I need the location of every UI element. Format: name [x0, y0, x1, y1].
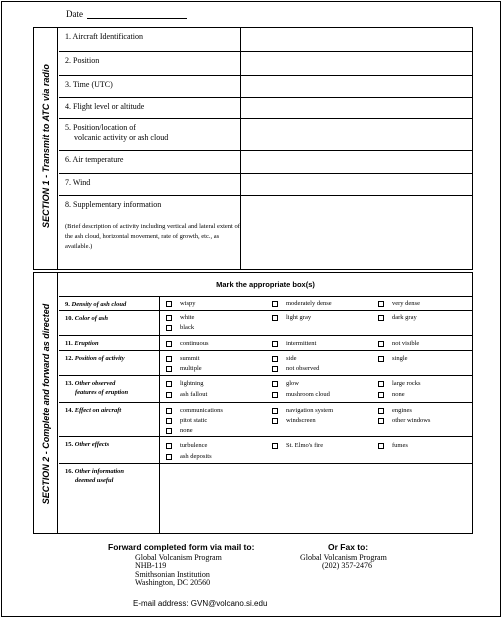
- flight-level-field[interactable]: [241, 98, 472, 118]
- row-wind: [59, 174, 472, 196]
- checkbox[interactable]: [166, 408, 172, 414]
- row-label-text: Effect on aircraft: [74, 407, 122, 414]
- checkbox[interactable]: [272, 366, 278, 372]
- option-label: wispy: [180, 300, 196, 307]
- option-label: lightning: [180, 380, 204, 387]
- date-label: Date: [66, 9, 83, 19]
- row-label: [59, 376, 160, 402]
- row-label-text: Color of ash: [74, 315, 108, 322]
- date-field[interactable]: [66, 9, 187, 19]
- option-navigation-system[interactable]: [272, 407, 333, 414]
- row-label: [59, 119, 241, 150]
- option-side[interactable]: [272, 355, 296, 362]
- option-dark-gray[interactable]: [378, 314, 417, 321]
- mail-instructions: [108, 543, 254, 588]
- row-label: [59, 403, 160, 436]
- option-label: windscreen: [286, 417, 316, 424]
- option-multiple[interactable]: [166, 365, 202, 372]
- row-ash-color: [59, 311, 472, 336]
- option-communications[interactable]: [166, 407, 223, 414]
- row-number: 15.: [65, 441, 74, 448]
- section-2-side-label: SECTION 2 - Complete and forward as directed: [41, 303, 51, 505]
- checkbox[interactable]: [166, 443, 172, 449]
- row-other-effects: [59, 437, 472, 464]
- row-other-information: [59, 464, 472, 533]
- option-summit[interactable]: [166, 355, 200, 362]
- row-label-text: Other information: [74, 468, 125, 475]
- fax-instructions: [300, 543, 387, 571]
- row-label: [59, 196, 241, 270]
- option-not-observed[interactable]: [272, 365, 319, 372]
- row-label-sub: volcanic activity or ash cloud: [74, 133, 169, 142]
- row-label: 1. Aircraft Identification: [59, 28, 241, 51]
- email-address[interactable]: E-mail address: GVN@volcano.si.edu: [133, 599, 268, 608]
- option-label: black: [180, 324, 195, 331]
- option-lightning[interactable]: [166, 380, 203, 387]
- section-2: [33, 272, 473, 534]
- checkbox[interactable]: [166, 392, 172, 398]
- checkbox[interactable]: [166, 381, 172, 387]
- option-light-gray[interactable]: [272, 314, 311, 321]
- row-label-text: Eruption: [74, 340, 99, 347]
- row-label-note: (Brief description of activity including vertical and lateral extent of the ash cloud, horizontal movement, rate of growth, etc., as available.): [65, 223, 240, 250]
- fax-address-line: Global Volcanism Program: [300, 552, 387, 562]
- option-large-rocks[interactable]: [378, 380, 421, 387]
- row-label-main: 5. Position/location of: [65, 123, 136, 132]
- option-label: ash deposits: [180, 453, 212, 460]
- checkbox[interactable]: [166, 366, 172, 372]
- checkbox[interactable]: [272, 381, 278, 387]
- row-volcano-location: [59, 119, 472, 151]
- checkbox[interactable]: [166, 356, 172, 362]
- row-label: [59, 464, 160, 533]
- option-label: white: [180, 314, 195, 321]
- option-label: ash fallout: [180, 391, 208, 398]
- option-st-elmos-fire[interactable]: [272, 442, 323, 449]
- row-label-text: Position of activity: [74, 355, 125, 362]
- checkbox[interactable]: [272, 341, 278, 347]
- row-label: [59, 351, 160, 375]
- option-none[interactable]: [166, 427, 193, 434]
- row-number: 12.: [65, 355, 74, 362]
- row-label-text-line2: deemed useful: [75, 477, 114, 484]
- option-intermittent[interactable]: [272, 340, 316, 347]
- air-temperature-field[interactable]: [241, 151, 472, 173]
- option-label: other windows: [392, 417, 431, 424]
- row-time: [59, 76, 472, 98]
- option-black[interactable]: [166, 324, 194, 331]
- checkbox[interactable]: [378, 301, 384, 307]
- row-position: [59, 52, 472, 76]
- fax-heading: Or Fax to:: [328, 542, 369, 552]
- row-label: 7. Wind: [59, 174, 241, 195]
- option-label: pitot static: [180, 417, 208, 424]
- row-aircraft-identification: [59, 28, 472, 52]
- option-label: turbulence: [180, 442, 208, 449]
- row-number: 16.: [65, 468, 74, 475]
- row-label-text-line2: features of eruption: [75, 389, 129, 396]
- option-label: engines: [392, 407, 412, 414]
- row-label: [59, 311, 160, 335]
- option-ash-deposits[interactable]: [166, 453, 212, 460]
- mark-boxes-header: Mark the appropriate box(s): [59, 273, 472, 297]
- option-label: communications: [180, 407, 223, 414]
- option-pitot-static[interactable]: [166, 417, 207, 424]
- option-not-visible[interactable]: [378, 340, 419, 347]
- time-field[interactable]: [241, 76, 472, 97]
- row-label-main: 8. Supplementary information: [65, 200, 162, 209]
- row-label-text: Other effects: [74, 441, 110, 448]
- mail-address-line: Global Volcanism Program: [135, 552, 222, 562]
- option-ash-fallout[interactable]: [166, 391, 207, 398]
- option-label: multiple: [180, 365, 202, 372]
- checkbox[interactable]: [272, 315, 278, 321]
- mail-address-line: NHB-119: [135, 561, 167, 570]
- row-position-of-activity: [59, 351, 472, 376]
- row-label: [59, 297, 160, 310]
- option-moderately-dense[interactable]: [272, 300, 332, 307]
- row-label: [59, 437, 160, 463]
- checkbox[interactable]: [272, 408, 278, 414]
- section-1-side-label: SECTION 1 - Transmit to ATC via radio: [41, 64, 51, 228]
- row-label-text: Density of ash cloud: [71, 301, 127, 308]
- option-very-dense[interactable]: [378, 300, 420, 307]
- row-label: 4. Flight level or altitude: [59, 98, 241, 118]
- option-turbulence[interactable]: [166, 442, 207, 449]
- row-ash-density: [59, 297, 472, 311]
- row-number: 13.: [65, 380, 74, 387]
- checkbox[interactable]: [378, 381, 384, 387]
- row-supplementary-information: [59, 196, 472, 270]
- checkbox[interactable]: [272, 356, 278, 362]
- mail-address-line: Smithsonian Institution: [135, 569, 210, 579]
- checkbox[interactable]: [378, 408, 384, 414]
- option-continuous[interactable]: [166, 340, 209, 347]
- row-eruption: [59, 336, 472, 351]
- row-number: 14.: [65, 407, 74, 414]
- mail-heading: Forward completed form via mail to:: [108, 542, 255, 552]
- option-mushroom-cloud[interactable]: [272, 391, 330, 398]
- row-label: 2. Position: [59, 52, 241, 75]
- option-label: not visible: [392, 340, 420, 347]
- option-label: glow: [286, 380, 299, 387]
- checkbox[interactable]: [378, 315, 384, 321]
- option-fumes[interactable]: [378, 442, 408, 449]
- option-engines[interactable]: [378, 407, 412, 414]
- volcano-location-field[interactable]: [241, 119, 472, 150]
- option-label: single: [392, 355, 408, 362]
- option-label: light gray: [286, 314, 312, 321]
- checkbox[interactable]: [272, 418, 278, 424]
- row-label: 6. Air temperature: [59, 151, 241, 173]
- row-effect-on-aircraft: [59, 403, 472, 437]
- checkbox[interactable]: [272, 301, 278, 307]
- section-2-side-label-cell: [34, 273, 58, 533]
- option-label: not observed: [286, 365, 320, 372]
- option-label: very dense: [392, 300, 420, 307]
- row-label-text: Other observed: [74, 380, 116, 387]
- option-label: fumes: [392, 442, 408, 449]
- checkbox[interactable]: [272, 392, 278, 398]
- checkbox[interactable]: [166, 454, 172, 460]
- option-label: dark gray: [392, 314, 417, 321]
- row-number: 11.: [65, 340, 73, 347]
- option-wispy[interactable]: [166, 300, 196, 307]
- option-other-windows[interactable]: [378, 417, 430, 424]
- option-label: none: [180, 427, 193, 434]
- option-white[interactable]: [166, 314, 194, 321]
- checkbox[interactable]: [378, 341, 384, 347]
- row-flight-level: [59, 98, 472, 119]
- row-number: 9.: [65, 301, 70, 308]
- row-label: [59, 336, 160, 350]
- checkbox[interactable]: [166, 301, 172, 307]
- checkbox[interactable]: [272, 443, 278, 449]
- checkbox[interactable]: [166, 325, 172, 331]
- row-number: 10.: [65, 315, 74, 322]
- row-eruption-features: [59, 376, 472, 403]
- observation-form: [1, 1, 501, 617]
- option-label: navigation system: [286, 407, 334, 414]
- option-label: mushroom cloud: [286, 391, 330, 398]
- option-label: none: [392, 391, 405, 398]
- other-information-field[interactable]: [161, 464, 472, 533]
- checkbox[interactable]: [378, 392, 384, 398]
- aircraft-identification-field[interactable]: [241, 28, 472, 51]
- section-1-side-label-cell: [34, 28, 58, 269]
- option-label: moderately dense: [286, 300, 332, 307]
- option-label: side: [286, 355, 297, 362]
- checkbox[interactable]: [378, 443, 384, 449]
- row-label: 3. Time (UTC): [59, 76, 241, 97]
- checkbox[interactable]: [378, 418, 384, 424]
- date-input-line[interactable]: [87, 10, 187, 19]
- option-label: St. Elmo's fire: [286, 442, 324, 449]
- checkbox[interactable]: [166, 341, 172, 347]
- position-field[interactable]: [241, 52, 472, 75]
- option-label: continuous: [180, 340, 209, 347]
- row-air-temperature: [59, 151, 472, 174]
- fax-number: (202) 357-2476: [322, 561, 372, 570]
- option-label: intermittent: [286, 340, 317, 347]
- option-label: summit: [180, 355, 200, 362]
- checkbox[interactable]: [378, 356, 384, 362]
- option-label: large rocks: [392, 380, 421, 387]
- checkbox[interactable]: [166, 315, 172, 321]
- checkbox[interactable]: [166, 428, 172, 434]
- supplementary-information-field[interactable]: [241, 196, 472, 270]
- option-single[interactable]: [378, 355, 408, 362]
- option-windscreen[interactable]: [272, 417, 316, 424]
- option-glow[interactable]: [272, 380, 299, 387]
- checkbox[interactable]: [166, 418, 172, 424]
- section-1: [33, 27, 473, 270]
- option-none[interactable]: [378, 391, 405, 398]
- mail-address-line: Washington, DC 20560: [135, 578, 211, 587]
- wind-field[interactable]: [241, 174, 472, 195]
